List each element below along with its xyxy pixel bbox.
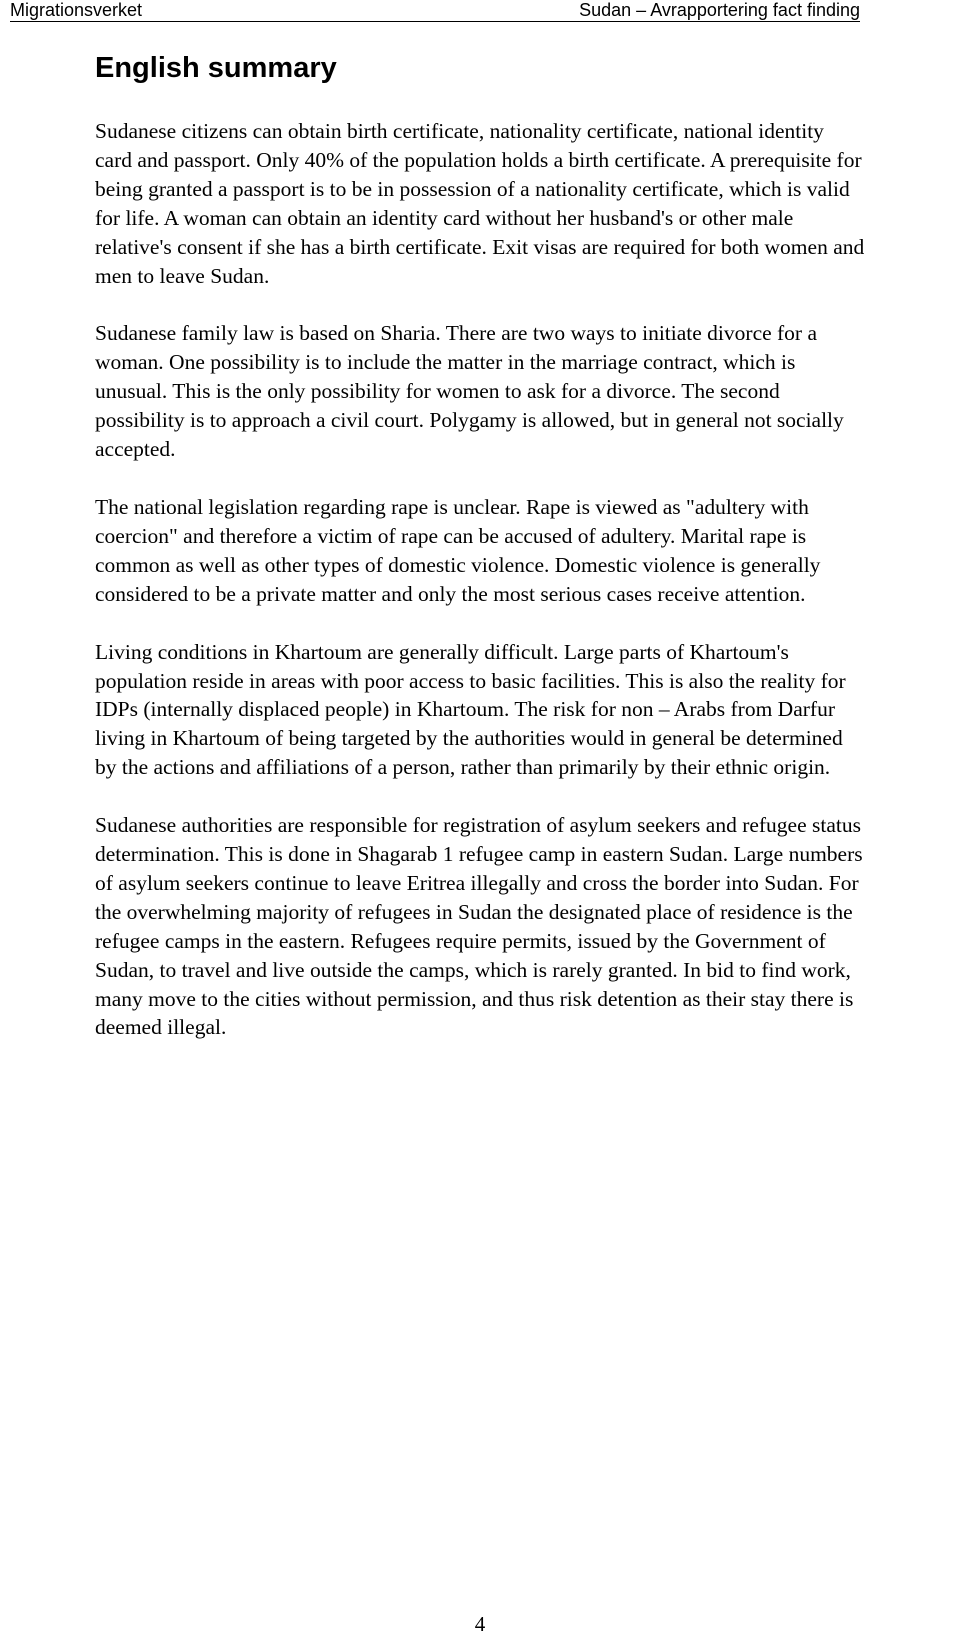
section-heading: English summary — [95, 52, 337, 84]
paragraph-documents: Sudanese citizens can obtain birth certificate, nationality certificate, national identity card and passport. Only 40% of the population holds a birth certificate. A prerequisite for being granted a passport is to be in possession of a nationality certificate, which is valid for life. A woman can obtain an identity card without her husband's or other male relative's consent if she has a birth certificate. Exit visas are required for both women and men to leave Sudan. — [95, 119, 865, 288]
paragraph-family-law: Sudanese family law is based on Sharia. There are two ways to initiate divorce for a woman. One possibility is to include the matter in the marriage contract, which is unusual. This is the only possibility for women to ask for a divorce. The second possibility is to approach a civil court. Polygamy is allowed, but in general not socially accepted. — [95, 321, 844, 462]
page-number: 4 — [474, 1612, 486, 1636]
header-report-title: Sudan – Avrapportering fact finding — [579, 0, 860, 20]
paragraph-living-conditions: Living conditions in Khartoum are generally difficult. Large parts of Khartoum's population reside in areas with poor access to basic facilities. This is also the reality for IDPs (internally displaced people) in Khartoum. The risk for non – Arabs from Darfur living in Khartoum of being targeted by the authorities would in general be determined by the actions and affiliations of a person, rather than primarily by their ethnic origin. — [95, 639, 846, 780]
document-body — [95, 50, 865, 1071]
page-header — [10, 0, 860, 22]
paragraph-asylum-refugees: Sudanese authorities are responsible for registration of asylum seekers and refugee status determination. This is done in Shagarab 1 refugee camp in eastern Sudan. Large numbers of asylum seekers continue to leave Eritrea illegally and cross the border into Sudan. For the overwhelming majority of refugees in Sudan the designated place of residence is the refugee camps in the eastern. Refugees require permits, issued by the Government of Sudan, to travel and live outside the camps, which is rarely granted. In bid to find work, many move to the cities without permission, and thus risk detention as their stay there is deemed illegal. — [95, 813, 863, 1040]
header-organization: Migrationsverket — [10, 0, 143, 20]
paragraph-rape-legislation: The national legislation regarding rape is unclear. Rape is viewed as "adultery with coercion" and therefore a victim of rape can be accused of adultery. Marital rape is common as well as other types of domestic violence. Domestic violence is generally considered to be a private matter and only the most serious cases receive attention. — [95, 494, 821, 606]
